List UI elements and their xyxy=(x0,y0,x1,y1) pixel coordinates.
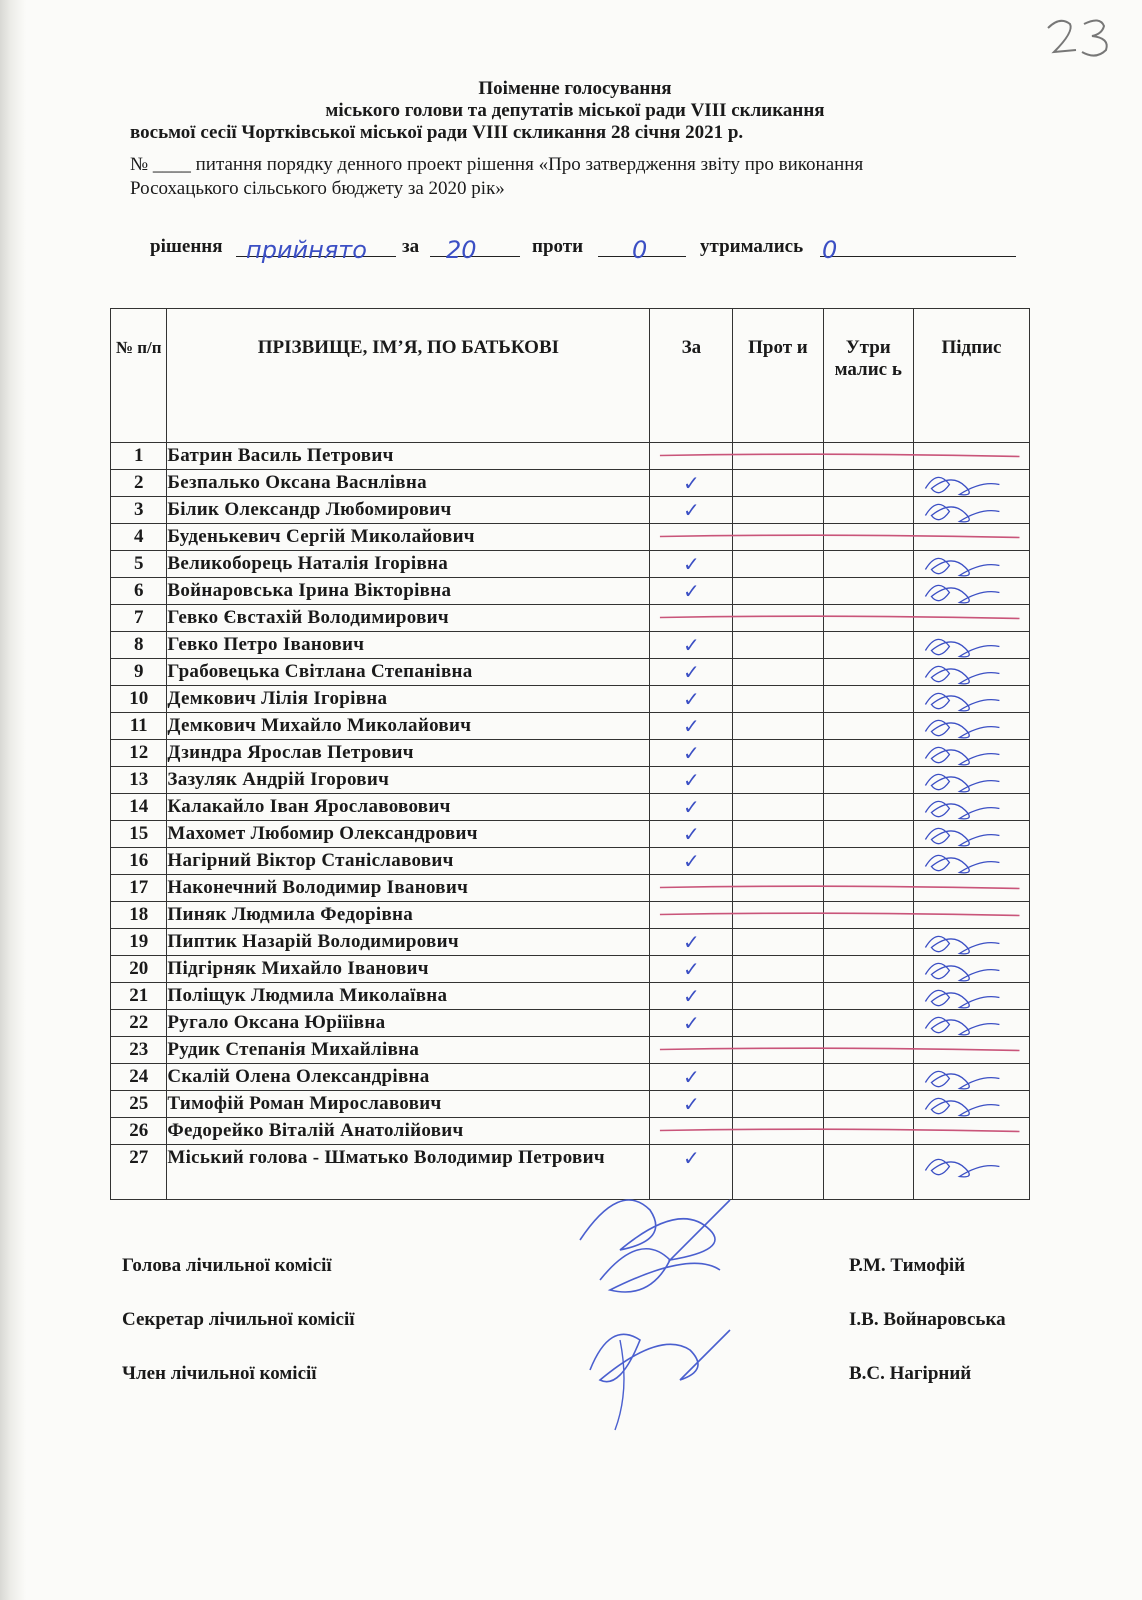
against-value: 0 xyxy=(632,236,648,264)
vote-for-cell: ✓ xyxy=(650,470,733,497)
header-name: ПРІЗВИЩЕ, ІМ’Я, ПО БАТЬКОВІ xyxy=(167,309,650,443)
deputy-name: Рудик Степанія Михайлівна xyxy=(167,1037,650,1064)
signature-cell xyxy=(913,686,1029,713)
vote-for-cell: ✓ xyxy=(650,1010,733,1037)
deputy-name: Пиняк Людмила Федорівна xyxy=(167,902,650,929)
table-row xyxy=(111,686,1030,713)
vote-for-cell: ✓ xyxy=(650,713,733,740)
deputy-name: Білик Олександр Любомирович xyxy=(167,497,650,524)
vote-against-cell xyxy=(733,1091,823,1118)
table-header-row xyxy=(111,309,1030,443)
vote-abstain-cell xyxy=(823,551,913,578)
signature-cell xyxy=(913,1037,1029,1064)
vote-for-cell: ✓ xyxy=(650,956,733,983)
vote-for-cell: ✓ xyxy=(650,551,733,578)
vote-abstain-cell xyxy=(823,443,913,470)
signature-cell xyxy=(913,443,1029,470)
vote-against-cell xyxy=(733,767,823,794)
vote-against-cell xyxy=(733,659,823,686)
table-row xyxy=(111,929,1030,956)
header-abstain: Утри малис ь xyxy=(823,309,913,443)
vote-against-cell xyxy=(733,632,823,659)
vote-for-cell: ✓ xyxy=(650,1064,733,1091)
vote-for-cell: ✓ xyxy=(650,578,733,605)
scan-shadow-edge xyxy=(0,0,26,1600)
deputy-name: Тимофій Роман Мирославович xyxy=(167,1091,650,1118)
table-row xyxy=(111,740,1030,767)
row-number: 7 xyxy=(111,605,167,632)
deputy-name: Міський голова - Шматько Володимир Петрович xyxy=(167,1145,650,1200)
table-row xyxy=(111,767,1030,794)
abstain-label: утримались xyxy=(700,236,804,257)
deputy-name: Федорейко Віталій Анатолійович xyxy=(167,1118,650,1145)
deputy-name: Скалій Олена Олександрівна xyxy=(167,1064,650,1091)
signature-cell xyxy=(913,1091,1029,1118)
table-row xyxy=(111,497,1030,524)
deputy-name: Пиптик Назарій Володимирович xyxy=(167,929,650,956)
table-row xyxy=(111,551,1030,578)
vote-abstain-cell xyxy=(823,929,913,956)
header-for: За xyxy=(650,309,733,443)
signature-cell xyxy=(913,497,1029,524)
vote-abstain-cell xyxy=(823,497,913,524)
commission-person: І.В. Войнаровська xyxy=(849,1309,1006,1330)
table-row xyxy=(111,875,1030,902)
vote-for-cell: ✓ xyxy=(650,767,733,794)
vote-against-cell xyxy=(733,1037,823,1064)
signature-cell xyxy=(913,1010,1029,1037)
deputy-name: Гевко Євстахій Володимирович xyxy=(167,605,650,632)
table-row xyxy=(111,1010,1030,1037)
vote-against-cell xyxy=(733,713,823,740)
vote-for-cell: ✓ xyxy=(650,632,733,659)
signature-cell xyxy=(913,929,1029,956)
deputy-name: Наконечний Володимир Іванович xyxy=(167,875,650,902)
vote-against-cell xyxy=(733,794,823,821)
vote-for-cell: ✓ xyxy=(650,983,733,1010)
deputy-name: Дзиндра Ярослав Петрович xyxy=(167,740,650,767)
document-header xyxy=(120,78,1060,144)
deputy-name: Безпалько Оксана Васнлівна xyxy=(167,470,650,497)
commission-role: Секретар лічильної комісії xyxy=(122,1309,355,1330)
vote-against-cell xyxy=(733,902,823,929)
table-row xyxy=(111,605,1030,632)
deputy-name: Демкович Михайло Миколайович xyxy=(167,713,650,740)
header-signature: Підпис xyxy=(913,309,1029,443)
table-row xyxy=(111,1064,1030,1091)
deputy-name: Грабовецька Світлана Степанівна xyxy=(167,659,650,686)
header-subtitle: міського голови та депутатів міської ради VIII скликання xyxy=(325,100,825,121)
signature-cell xyxy=(913,1145,1029,1200)
deputy-name: Зазуляк Андрій Ігорович xyxy=(167,767,650,794)
table-row xyxy=(111,470,1030,497)
row-number: 19 xyxy=(111,929,167,956)
row-number: 17 xyxy=(111,875,167,902)
commission-role: Член лічильної комісії xyxy=(122,1363,317,1384)
signature-cell xyxy=(913,848,1029,875)
row-number: 25 xyxy=(111,1091,167,1118)
vote-abstain-cell xyxy=(823,1145,913,1200)
table-row xyxy=(111,794,1030,821)
vote-abstain-cell xyxy=(823,1118,913,1145)
vote-abstain-cell xyxy=(823,686,913,713)
vote-abstain-cell xyxy=(823,821,913,848)
row-number: 22 xyxy=(111,1010,167,1037)
vote-against-cell xyxy=(733,443,823,470)
commission-signatures-image xyxy=(560,1170,770,1440)
row-number: 16 xyxy=(111,848,167,875)
signature-cell xyxy=(913,713,1029,740)
vote-against-cell xyxy=(733,821,823,848)
vote-for-cell: ✓ xyxy=(650,848,733,875)
abstain-blank xyxy=(820,236,1016,257)
vote-abstain-cell xyxy=(823,578,913,605)
row-number: 18 xyxy=(111,902,167,929)
decision-value: прийнято xyxy=(246,236,367,264)
vote-abstain-cell xyxy=(823,1091,913,1118)
signature-cell xyxy=(913,551,1029,578)
row-number: 11 xyxy=(111,713,167,740)
row-number: 3 xyxy=(111,497,167,524)
vote-abstain-cell xyxy=(823,848,913,875)
signature-cell xyxy=(913,821,1029,848)
table-row xyxy=(111,902,1030,929)
vote-abstain-cell xyxy=(823,470,913,497)
table-row xyxy=(111,1091,1030,1118)
vote-abstain-cell xyxy=(823,605,913,632)
against-label: проти xyxy=(532,236,584,257)
roll-call-table xyxy=(110,308,1030,1200)
agenda-question xyxy=(130,153,1070,201)
handwritten-page-number xyxy=(1040,14,1120,64)
table-row xyxy=(111,848,1030,875)
row-number: 21 xyxy=(111,983,167,1010)
vote-against-cell xyxy=(733,1064,823,1091)
vote-against-cell xyxy=(733,875,823,902)
row-number: 5 xyxy=(111,551,167,578)
vote-for-cell: ✓ xyxy=(650,497,733,524)
abstain-value: 0 xyxy=(822,236,838,264)
vote-for-cell: ✓ xyxy=(650,1145,733,1200)
table-row xyxy=(111,524,1030,551)
table-row xyxy=(111,983,1030,1010)
commission-person: Р.М. Тимофій xyxy=(849,1255,966,1276)
signature-cell xyxy=(913,578,1029,605)
row-number: 14 xyxy=(111,794,167,821)
question-line-2: Росохацького сільського бюджету за 2020 рік» xyxy=(130,178,505,199)
table-row xyxy=(111,578,1030,605)
header-title: Поіменне голосування xyxy=(478,78,672,99)
vote-abstain-cell xyxy=(823,875,913,902)
vote-against-cell xyxy=(733,983,823,1010)
signature-cell xyxy=(913,605,1029,632)
row-number: 10 xyxy=(111,686,167,713)
row-number: 12 xyxy=(111,740,167,767)
signature-cell xyxy=(913,875,1029,902)
deputy-name: Батрин Василь Петрович xyxy=(167,443,650,470)
vote-abstain-cell xyxy=(823,659,913,686)
deputy-name: Підгірняк Михайло Іванович xyxy=(167,956,650,983)
question-line-1: № ____ питання порядку денного проект рішення «Про затвердження звіту про виконання xyxy=(130,154,864,175)
vote-for-cell: ✓ xyxy=(650,1091,733,1118)
deputy-name: Буденькевич Сергій Миколайович xyxy=(167,524,650,551)
signature-cell xyxy=(913,902,1029,929)
vote-for-cell: ✓ xyxy=(650,659,733,686)
row-number: 13 xyxy=(111,767,167,794)
deputy-name: Демкович Лілія Ігорівна xyxy=(167,686,650,713)
vote-abstain-cell xyxy=(823,1064,913,1091)
vote-for-cell xyxy=(650,875,733,902)
row-number: 6 xyxy=(111,578,167,605)
vote-for-cell xyxy=(650,902,733,929)
decision-summary xyxy=(150,228,1050,264)
signature-cell xyxy=(913,524,1029,551)
header-against: Прот и xyxy=(733,309,823,443)
vote-against-cell xyxy=(733,740,823,767)
table-body xyxy=(111,443,1030,1200)
vote-for-cell: ✓ xyxy=(650,794,733,821)
row-number: 2 xyxy=(111,470,167,497)
vote-against-cell xyxy=(733,686,823,713)
commission-person: В.С. Нагірний xyxy=(849,1363,972,1384)
deputy-name: Поліщук Людмила Миколаївна xyxy=(167,983,650,1010)
deputy-name: Нагірний Віктор Станіславович xyxy=(167,848,650,875)
row-number: 15 xyxy=(111,821,167,848)
vote-for-cell xyxy=(650,1037,733,1064)
signature-cell xyxy=(913,794,1029,821)
vote-abstain-cell xyxy=(823,767,913,794)
deputy-name: Калакайло Іван Ярославовович xyxy=(167,794,650,821)
vote-abstain-cell xyxy=(823,740,913,767)
row-number: 23 xyxy=(111,1037,167,1064)
for-value: 20 xyxy=(446,236,477,264)
vote-abstain-cell xyxy=(823,983,913,1010)
signature-cell xyxy=(913,740,1029,767)
row-number: 8 xyxy=(111,632,167,659)
vote-against-cell xyxy=(733,929,823,956)
vote-abstain-cell xyxy=(823,956,913,983)
vote-abstain-cell xyxy=(823,524,913,551)
vote-against-cell xyxy=(733,605,823,632)
vote-for-cell xyxy=(650,524,733,551)
table-row xyxy=(111,443,1030,470)
row-number: 26 xyxy=(111,1118,167,1145)
vote-for-cell: ✓ xyxy=(650,821,733,848)
vote-against-cell xyxy=(733,578,823,605)
table-row xyxy=(111,713,1030,740)
table-row xyxy=(111,659,1030,686)
row-number: 24 xyxy=(111,1064,167,1091)
vote-for-cell xyxy=(650,1118,733,1145)
vote-abstain-cell xyxy=(823,632,913,659)
commission-role: Голова лічильної комісії xyxy=(122,1255,332,1276)
table-row xyxy=(111,956,1030,983)
row-number: 20 xyxy=(111,956,167,983)
decision-label: рішення xyxy=(150,236,223,257)
deputy-name: Войнаровська Ірина Вікторівна xyxy=(167,578,650,605)
vote-against-cell xyxy=(733,497,823,524)
deputy-name: Гевко Петро Іванович xyxy=(167,632,650,659)
for-label: за xyxy=(402,236,420,257)
vote-for-cell xyxy=(650,605,733,632)
vote-against-cell xyxy=(733,956,823,983)
vote-abstain-cell xyxy=(823,713,913,740)
vote-against-cell xyxy=(733,551,823,578)
vote-for-cell: ✓ xyxy=(650,929,733,956)
row-number: 1 xyxy=(111,443,167,470)
deputy-name: Ругало Оксана Юріїівна xyxy=(167,1010,650,1037)
vote-abstain-cell xyxy=(823,1037,913,1064)
deputy-name: Махомет Любомир Олександрович xyxy=(167,821,650,848)
signature-cell xyxy=(913,1064,1029,1091)
signature-cell xyxy=(913,470,1029,497)
signature-cell xyxy=(913,1118,1029,1145)
vote-abstain-cell xyxy=(823,1010,913,1037)
table-row xyxy=(111,1118,1030,1145)
table-row xyxy=(111,1037,1030,1064)
signature-cell xyxy=(913,956,1029,983)
header-session: восьмої сесії Чортківської міської ради VIII скликання 28 січня 2021 р. xyxy=(130,122,744,143)
row-number: 27 xyxy=(111,1145,167,1200)
table-row xyxy=(111,632,1030,659)
row-number: 9 xyxy=(111,659,167,686)
vote-for-cell: ✓ xyxy=(650,686,733,713)
vote-against-cell xyxy=(733,1118,823,1145)
table-row xyxy=(111,821,1030,848)
vote-for-cell xyxy=(650,443,733,470)
vote-for-cell: ✓ xyxy=(650,740,733,767)
vote-against-cell xyxy=(733,524,823,551)
row-number: 4 xyxy=(111,524,167,551)
signature-cell xyxy=(913,983,1029,1010)
vote-abstain-cell xyxy=(823,902,913,929)
signature-cell xyxy=(913,767,1029,794)
signature-cell xyxy=(913,632,1029,659)
deputy-name: Великоборець Наталія Ігорівна xyxy=(167,551,650,578)
vote-against-cell xyxy=(733,470,823,497)
vote-abstain-cell xyxy=(823,794,913,821)
header-num: № п/п xyxy=(111,309,167,443)
vote-against-cell xyxy=(733,848,823,875)
signature-cell xyxy=(913,659,1029,686)
vote-against-cell xyxy=(733,1010,823,1037)
